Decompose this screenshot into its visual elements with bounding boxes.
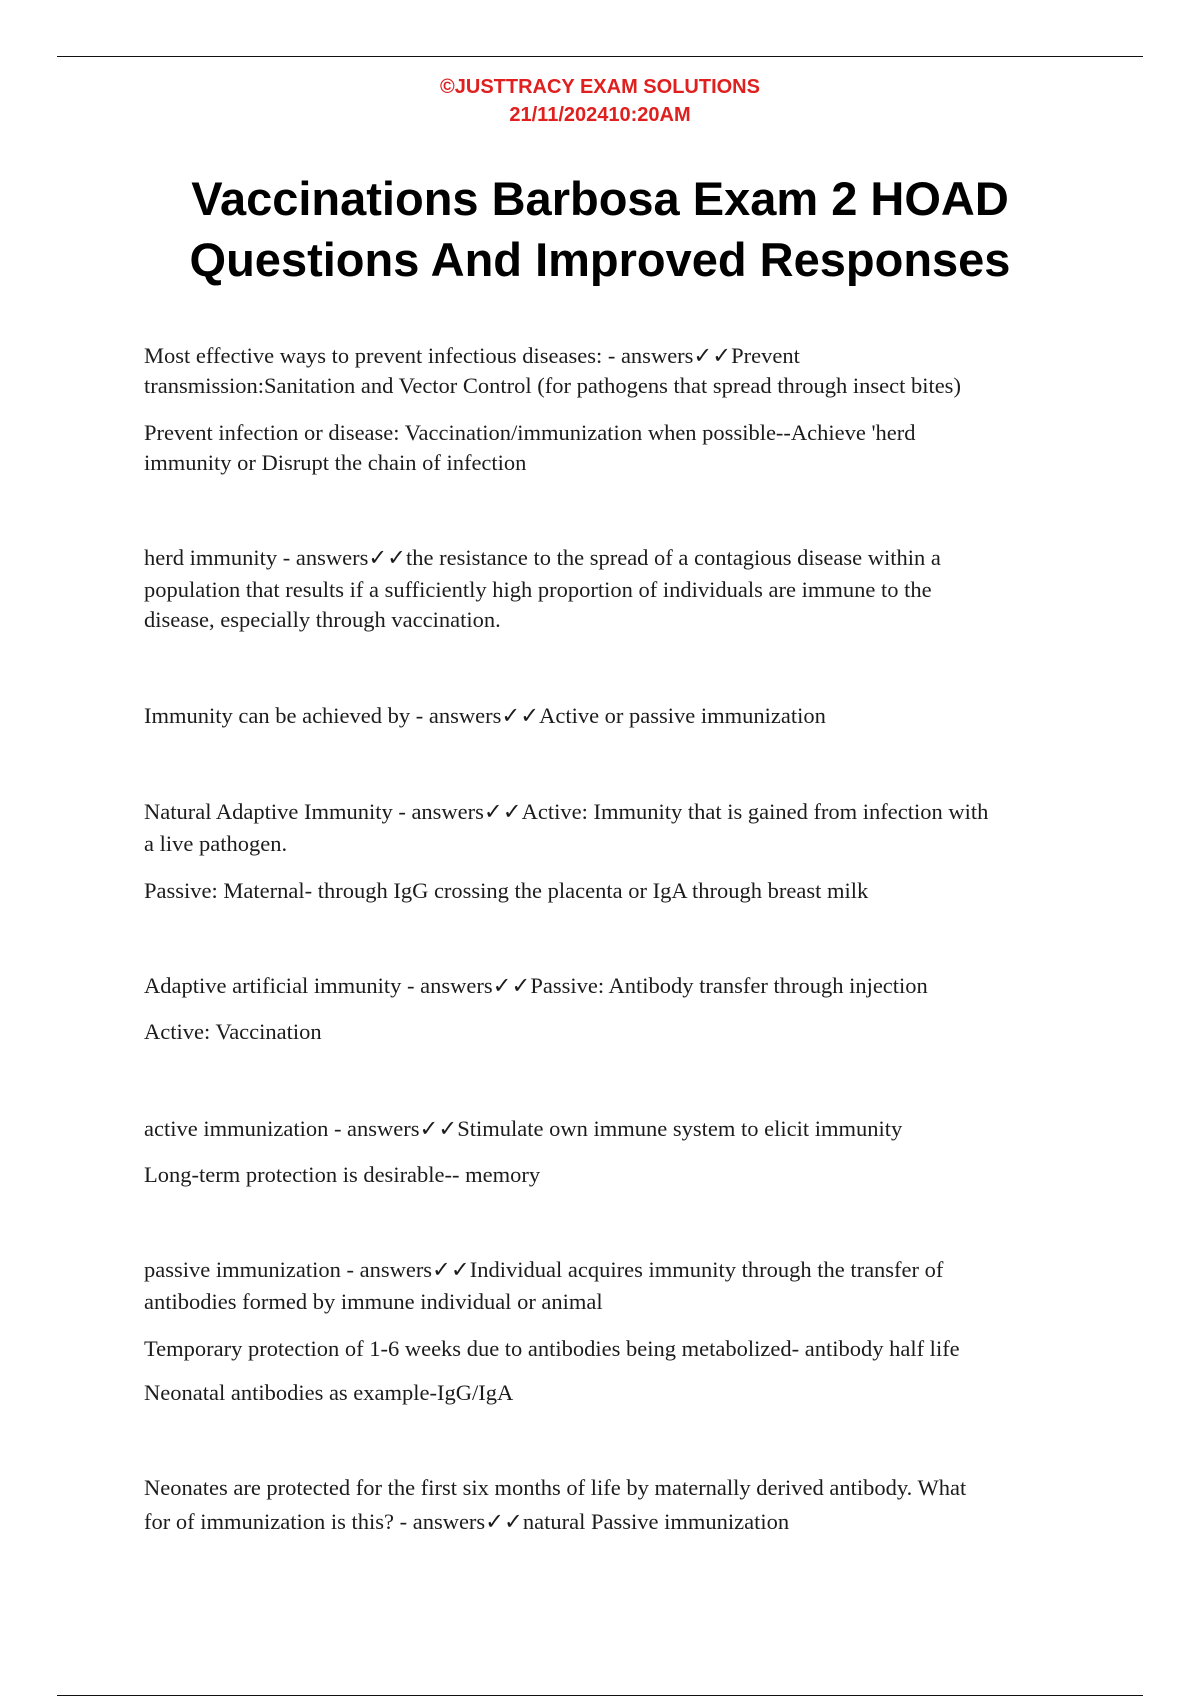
body-line: Immunity can be achieved by - answers✓✓Active or passive immunization: [144, 703, 826, 728]
body-line: transmission:Sanitation and Vector Control (for pathogens that spread through insect bites): [144, 373, 961, 398]
body-line: disease, especially through vaccination.: [144, 607, 501, 632]
body-line: Prevent infection or disease: Vaccination/immunization when possible--Achieve 'herd: [144, 420, 916, 445]
header-timestamp: 21/11/202410:20AM: [509, 104, 691, 126]
body-line: Passive: Maternal- through IgG crossing the placenta or IgA through breast milk: [144, 878, 869, 903]
body-line: Temporary protection of 1-6 weeks due to antibodies being metabolized- antibody half life: [144, 1336, 960, 1361]
body-line: antibodies formed by immune individual or animal: [144, 1289, 603, 1314]
body-line: herd immunity - answers✓✓the resistance to the spread of a contagious disease within a: [144, 545, 941, 570]
body-line: Adaptive artificial immunity - answers✓✓Passive: Antibody transfer through injection: [144, 973, 928, 998]
body-line: population that results if a sufficiently high proportion of individuals are immune to the: [144, 577, 932, 602]
title-line-2: Questions And Improved Responses: [189, 233, 1011, 286]
body-line: Natural Adaptive Immunity - answers✓✓Active: Immunity that is gained from infection with: [144, 799, 989, 824]
title-line-1: Vaccinations Barbosa Exam 2 HOAD: [191, 172, 1009, 225]
body-line: Most effective ways to prevent infectious diseases: - answers✓✓Prevent: [144, 343, 800, 368]
body-line: for of immunization is this? - answers✓✓natural Passive immunization: [144, 1509, 790, 1534]
body-line: passive immunization - answers✓✓Individual acquires immunity through the transfer of: [144, 1257, 944, 1282]
body-line: active immunization - answers✓✓Stimulate own immune system to elicit immunity: [144, 1116, 903, 1141]
bottom-divider: [57, 1695, 1143, 1696]
body-line: a live pathogen.: [144, 831, 288, 856]
body-line: immunity or Disrupt the chain of infection: [144, 450, 527, 475]
body-line: Active: Vaccination: [144, 1019, 322, 1044]
body-line: Neonates are protected for the first six months of life by maternally derived antibody. What: [144, 1475, 967, 1500]
body-line: Long-term protection is desirable-- memory: [144, 1162, 541, 1187]
body-line: Neonatal antibodies as example-IgG/IgA: [144, 1380, 514, 1405]
copyright-notice: ©JUSTTRACY EXAM SOLUTIONS: [440, 76, 760, 98]
